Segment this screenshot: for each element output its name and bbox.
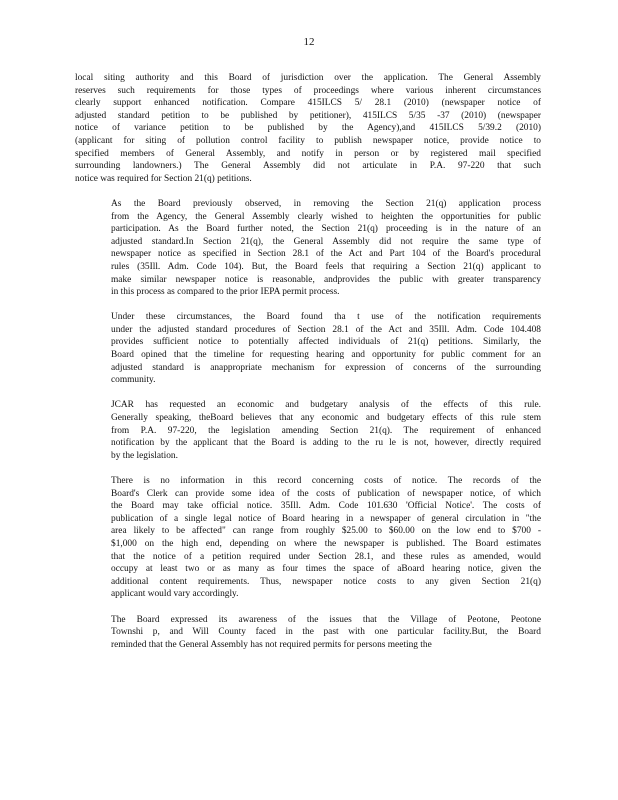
text-line: $1,000 on the high end, depending on where the newspaper is published. The Board estimates: [111, 538, 541, 549]
text-line: adjusted standard is anappropriate mechanism for expression of concerns of the surrounding: [111, 362, 541, 373]
text-line: under the adjusted standard procedures of Section 28.1 of the Act and 35Ill. Adm. Code 104.408: [111, 324, 541, 335]
page-number: 12: [303, 36, 315, 48]
text-line: (applicant for siting of pollution control facility to publish newspaper notice, provide notice to: [75, 135, 541, 146]
text-line: occupy at least two or as many as four times the space of aBoard hearing notice, given the: [111, 564, 541, 575]
text-line: community.: [111, 375, 156, 386]
paragraph: [75, 399, 541, 462]
text-line: additional content requirements. Thus, newspaper notice costs to any given Section 21(q): [111, 576, 541, 587]
text-line: Board opined that the timeline for requesting hearing and opportunity for public comment for an: [111, 350, 541, 361]
text-line: The Board expressed its awareness of the issues that the Village of Peotone, Peotone: [111, 614, 541, 625]
text-line: Generally speaking, theBoard believes that any economic and budgetary effects of this rule stem: [111, 413, 541, 424]
text-line: As the Board previously observed, in removing the Section 21(q) application process: [111, 198, 541, 209]
text-line: from P.A. 97-220, the legislation amending Section 21(q). The requirement of enhanced: [111, 425, 541, 436]
text-line: local siting authority and this Board of jurisdiction over the application. The General Assembly: [75, 73, 541, 83]
text-line: by the legislation.: [111, 450, 178, 461]
text-line: adjusted standard.In Section 21(q), the General Assembly did not require the same type of: [111, 236, 541, 247]
text-line: JCAR has requested an economic and budgetary analysis of the effects of this rule.: [111, 400, 541, 411]
text-line: newspaper notice as specified in Section 28.1 of the Act and Part 104 of the Board's procedural: [111, 249, 541, 260]
text-line: adjusted standard petition to be published by petitioner), 415ILCS 5/35 -37 (2010) (newspaper: [75, 110, 541, 121]
text-line: provides sufficient notice to potentially affected individuals of 21(q) petitions. Similarly, the: [111, 337, 541, 348]
text-line: reminded that the General Assembly has not required permits for persons meeting the: [111, 639, 432, 650]
text-line: surrounding landowners.) The General Assembly did not articulate in P.A. 97-220 that such: [75, 161, 541, 172]
text-line: specified members of General Assembly, and notify in person or by registered mail specified: [75, 148, 541, 159]
text-line: notice of variance petition to be published by the Agency),and 415ILCS 5/39.2 (2010): [75, 123, 541, 134]
paragraph: [75, 311, 541, 387]
text-line: make similar newspaper notice is reasonable, andprovides the public with greater transparency: [111, 274, 541, 285]
text-line: applicant would vary accordingly.: [111, 589, 239, 600]
text-line: in this process as compared to the prior IEPA permit process.: [111, 287, 340, 298]
text-line: the Board may take official notice. 35Ill. Adm. Code 101.630 'Official Notice'. The costs of: [111, 501, 541, 512]
text-line: There is no information in this record concerning costs of notice. The records of the: [111, 476, 541, 486]
paragraph: [75, 614, 541, 652]
text-line: participation. As the Board further noted, the Section 21(q) proceeding is in the nature of an: [111, 224, 541, 235]
text-line: from the Agency, the General Assembly clearly wished to heighten the opportunities for public: [111, 211, 541, 222]
paragraph: [75, 198, 541, 299]
text-line: notification by the applicant that the Board is adding to the ru le is not, however, directly required: [111, 438, 541, 449]
text-line: reserves such requirements for those types of proceedings where various inherent circumstances: [75, 85, 541, 96]
text-line: Board's Clerk can provide some idea of the costs of publication of newspaper notice, of which: [111, 488, 541, 499]
text-line: publication of a single legal notice of Board hearing in a newspaper of general circulation in "the: [111, 513, 541, 524]
text-line: that the notice of a petition required under Section 28.1, and these rules as amended, would: [111, 551, 541, 562]
text-line: area likely to be affected" can range from roughly $25.00 to $60.00 on the low end to $700 -: [111, 526, 541, 537]
text-line: rules (35Ill. Adm. Code 104). But, the Board feels that requiring a Section 21(q) applicant to: [111, 261, 541, 272]
document-body: [75, 72, 541, 664]
text-line: clearly support enhanced notification. Compare 415ILCS 5/ 28.1 (2010) (newspaper notice of: [75, 98, 541, 109]
text-line: notice was required for Section 21(q) petitions.: [75, 173, 252, 184]
paragraph: [75, 72, 541, 185]
paragraph: [75, 475, 541, 601]
text-line: Townshi p, and Will County faced in the past with one particular facility.But, the Board: [111, 627, 541, 638]
text-line: Under these circumstances, the Board found tha t use of the notification requirements: [111, 312, 541, 323]
